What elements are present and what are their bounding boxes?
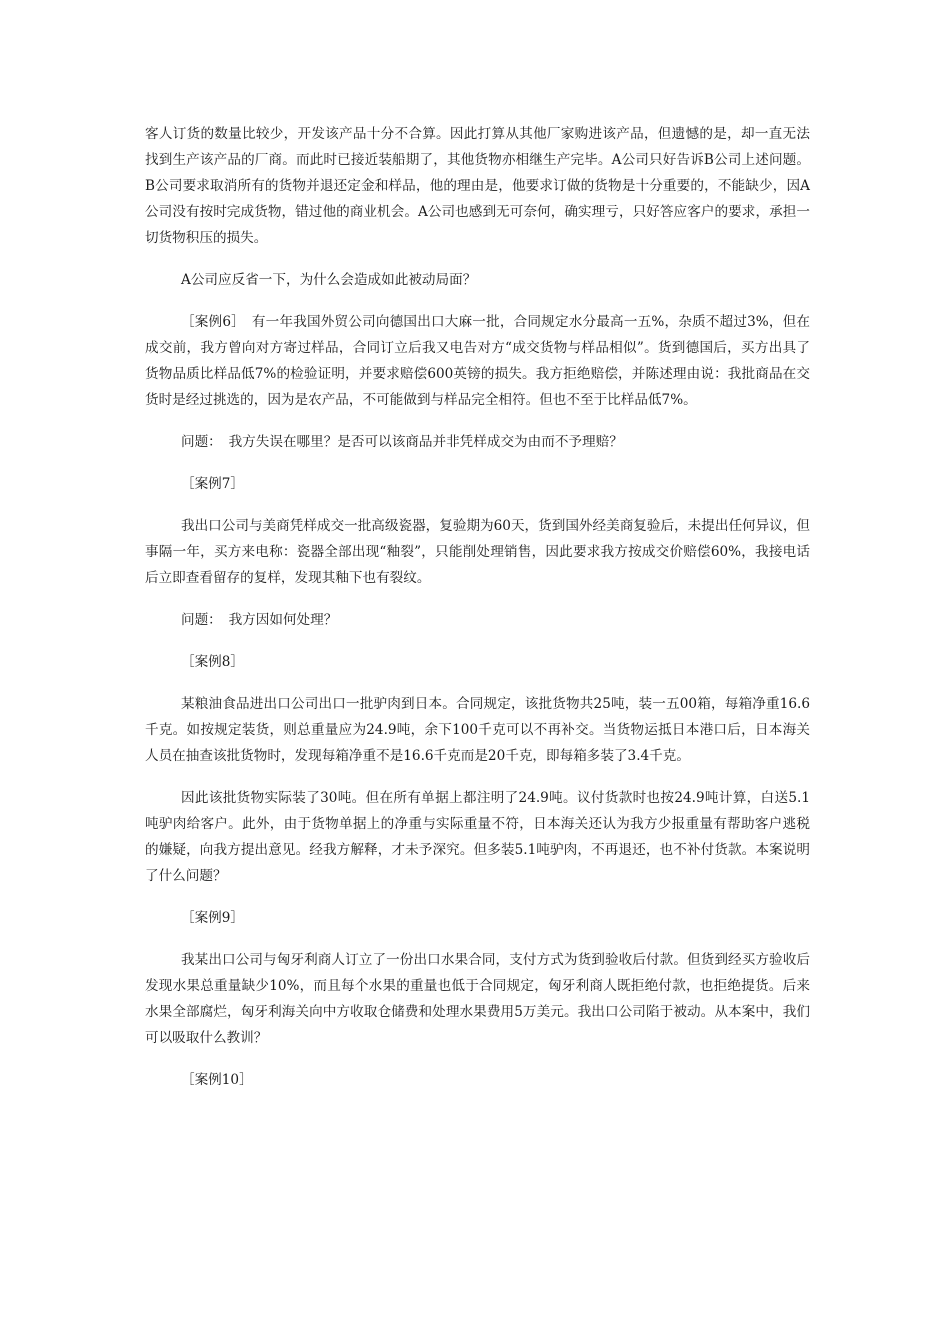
document-body [145,121,810,1093]
paragraph-case7-question: 问题： 我方因如何处理？ [181,612,338,628]
heading-case10: ［案例10］ [181,1072,253,1088]
paragraph-case8-part2: 因此该批货物实际装了30吨。但在所有单据上都注明了24.9吨。议付货款时也按24.9吨计算，白送5.1吨驴肉给客户。此外，由于货物单据上的净重与实际重量不符，日本海关还认为我方少报重量有帮助客户逃税的嫌疑，向我方提出意见。经我方解释，才未予深究。但多装5.1吨驴肉，不再退还，也不补付货款。本案说明了什么问题？ [145,790,810,884]
paragraph-case6-question: 问题： 我方失误在哪里？是否可以该商品并非凭样成交为由而不予理赔？ [181,434,623,450]
paragraph-case7: 我出口公司与美商凭样成交一批高级瓷器，复验期为60天，货到国外经美商复验后，未提出任何异议，但事隔一年，买方来电称：瓷器全部出现“釉裂”，只能削处理销售，因此要求我方按成交价赔偿60%，我接电话后立即查看留存的复样，发现其釉下也有裂纹。 [145,518,811,586]
heading-case8: ［案例8］ [181,654,245,670]
paragraph-case8-part1: 某粮油食品进出口公司出口一批驴肉到日本。合同规定，该批货物共25吨，装一五00箱，每箱净重16.6千克。如按规定装货，则总重量应为24.9吨，余下100千克可以不再补交。当货物运抵日本港口后，日本海关人员在抽查该批货物时，发现每箱净重不是16.6千克而是20千克，即每箱多装了3.4千克。 [145,696,810,764]
paragraph-case9: 我某出口公司与匈牙利商人订立了一份出口水果合同，支付方式为货到验收后付款。但货到经买方验收后发现水果总重量缺少10%，而且每个水果的重量也低于合同规定，匈牙利商人既拒绝付款，也拒绝提货。后来水果全部腐烂，匈牙利海关向中方收取仓储费和处理水果费用5万美元。我出口公司陷于被动。从本案中，我们可以吸取什么教训？ [145,952,810,1046]
paragraph-case5-question: A公司应反省一下，为什么会造成如此被动局面？ [181,272,477,288]
paragraph-case6: ［案例6］ 有一年我国外贸公司向德国出口大麻一批，合同规定水分最高一五%，杂质不超过3%，但在成交前，我方曾向对方寄过样品，合同订立后我又电告对方“成交货物与样品相似”。货到德国后，买方出具了货物品质比样品低7%的检验证明，并要求赔偿600英镑的损失。我方拒绝赔偿，并陈述理由说：我批商品在交货时是经过挑选的，因为是农产品，不可能做到与样品完全相符。但也不至于比样品低7%。 [145,314,810,408]
heading-case7: ［案例7］ [181,476,245,492]
paragraph-case5-continued: 客人订货的数量比较少，开发该产品十分不合算。因此打算从其他厂家购进该产品，但遗憾的是，却一直无法找到生产该产品的厂商。而此时已接近装船期了，其他货物亦相继生产完毕。A公司只好告诉B公司上述问题。B公司要求取消所有的货物并退还定金和样品，他的理由是，他要求订做的货物是十分重要的，不能缺少，因A公司没有按时完成货物，错过他的商业机会。A公司也感到无可奈何，确实理亏，只好答应客户的要求，承担一切货物积压的损失。 [145,126,810,246]
heading-case9: ［案例9］ [181,910,245,926]
